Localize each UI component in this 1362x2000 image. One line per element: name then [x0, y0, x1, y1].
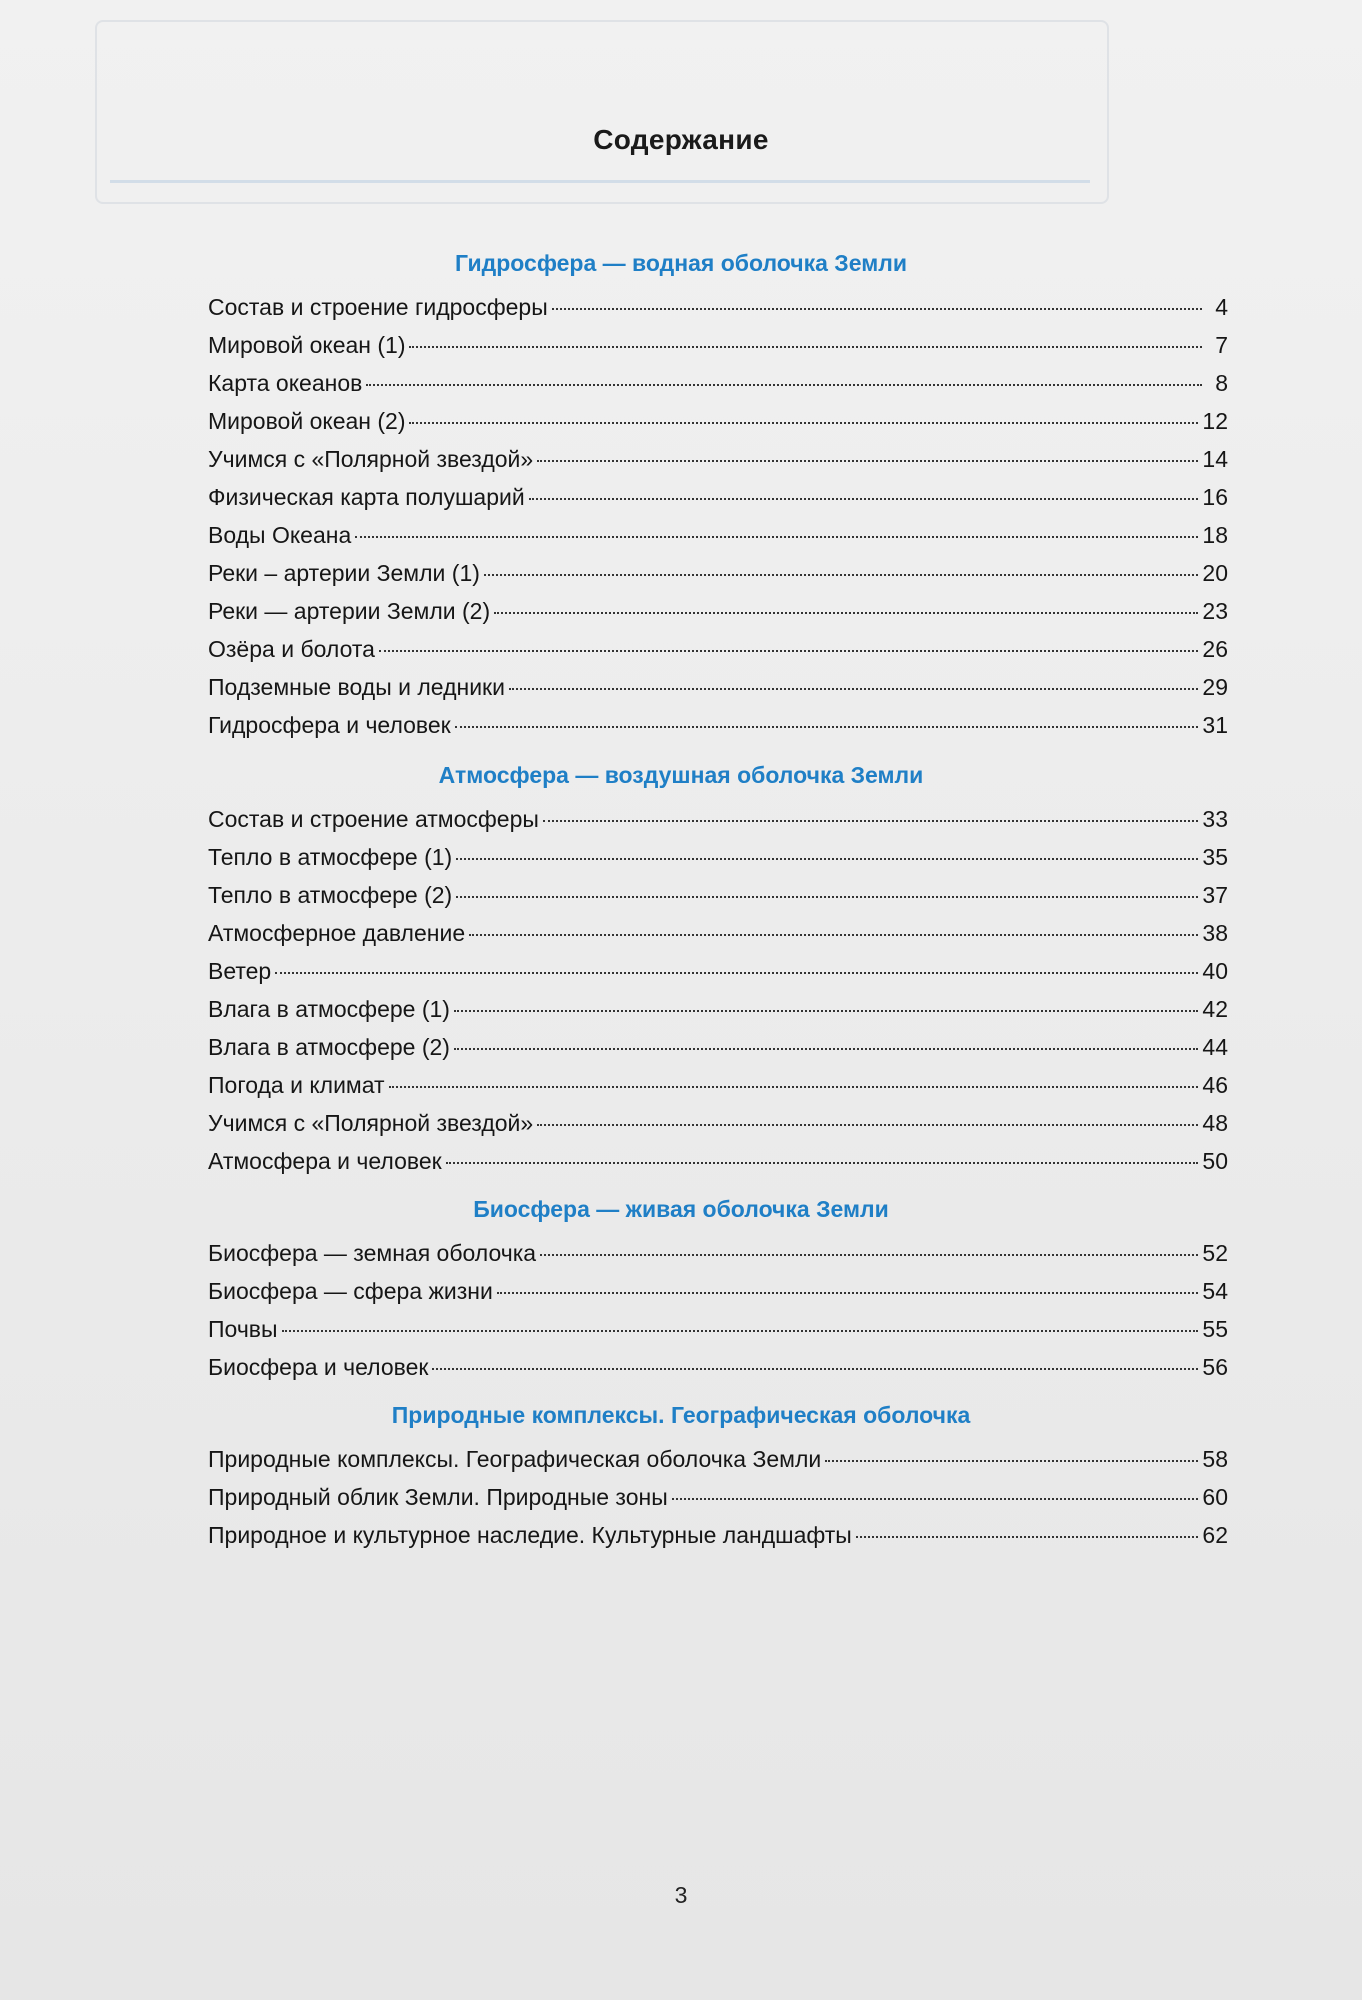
toc-entry[interactable] — [208, 712, 1228, 746]
dot-leader — [543, 819, 1198, 822]
dot-leader — [454, 1047, 1198, 1050]
toc-entry-page: 50 — [1202, 1148, 1228, 1174]
toc-entry[interactable] — [208, 294, 1228, 328]
toc-entry-page: 16 — [1202, 484, 1228, 510]
toc-entry-page: 20 — [1202, 560, 1228, 586]
dot-leader — [509, 687, 1198, 690]
toc-entry-page: 18 — [1202, 522, 1228, 548]
toc-entry-page: 58 — [1202, 1446, 1228, 1472]
toc-entry[interactable] — [208, 560, 1228, 594]
toc-entry-page: 35 — [1202, 844, 1228, 870]
toc-entry-label: Учимся с «Полярной звездой» — [208, 1110, 534, 1136]
toc-entry-label: Состав и строение атмосферы — [208, 806, 539, 832]
toc-entry[interactable] — [208, 1316, 1228, 1350]
toc-entry[interactable] — [208, 1148, 1228, 1182]
toc-entry-label: Ветер — [208, 958, 272, 984]
toc-entry-label: Тепло в атмосфере (2) — [208, 882, 453, 908]
toc-entry-label: Природное и культурное наследие. Культурные ландшафты — [208, 1522, 852, 1548]
toc-entry[interactable] — [208, 484, 1228, 518]
toc-entry[interactable] — [208, 844, 1228, 878]
dot-leader — [409, 345, 1202, 348]
toc-entry-label: Состав и строение гидросферы — [208, 294, 548, 320]
toc-entry-page: 33 — [1202, 806, 1228, 832]
toc-entry[interactable] — [208, 1278, 1228, 1312]
toc-entry-page: 26 — [1202, 636, 1228, 662]
toc-entry-label: Влага в атмосфере (2) — [208, 1034, 450, 1060]
toc-entry-label: Погода и климат — [208, 1072, 385, 1098]
toc-entry-page: 38 — [1202, 920, 1228, 946]
toc-entry[interactable] — [208, 1072, 1228, 1106]
toc-entry-label: Реки – артерии Земли (1) — [208, 560, 480, 586]
dot-leader — [389, 1085, 1199, 1088]
toc-entry[interactable] — [208, 996, 1228, 1030]
dot-leader — [282, 1329, 1199, 1332]
dot-leader — [825, 1459, 1198, 1462]
toc-entry[interactable] — [208, 1354, 1228, 1388]
dot-leader — [456, 895, 1198, 898]
dot-leader — [494, 611, 1198, 614]
toc-entry-label: Гидросфера и человек — [208, 712, 451, 738]
dot-leader — [446, 1161, 1199, 1164]
dot-leader — [529, 497, 1199, 500]
toc-entry-label: Реки — артерии Земли (2) — [208, 598, 491, 624]
dot-leader — [497, 1291, 1199, 1294]
toc-entry[interactable] — [208, 1446, 1228, 1480]
toc-entry-label: Озёра и болота — [208, 636, 375, 662]
toc-entry-label: Почвы — [208, 1316, 278, 1342]
toc-entry-page: 12 — [1202, 408, 1228, 434]
dot-leader — [454, 1009, 1198, 1012]
dot-leader — [856, 1535, 1199, 1538]
toc-entry-page: 54 — [1202, 1278, 1228, 1304]
toc-entry-label: Мировой океан (1) — [208, 332, 406, 358]
section-heading-atmosphere: Атмосфера — воздушная оболочка Земли — [438, 762, 924, 788]
toc-entry-label: Тепло в атмосфере (1) — [208, 844, 453, 870]
toc-entry-page: 55 — [1202, 1316, 1228, 1342]
toc-entry-label: Атмосферное давление — [208, 920, 466, 946]
toc-entry-label: Биосфера — сфера жизни — [208, 1278, 493, 1304]
dot-leader — [379, 649, 1198, 652]
toc-entry[interactable] — [208, 674, 1228, 708]
toc-entry-label: Природный облик Земли. Природные зоны — [208, 1484, 668, 1510]
dot-leader — [355, 535, 1198, 538]
toc-entry[interactable] — [208, 332, 1228, 366]
toc-entry[interactable] — [208, 1522, 1228, 1556]
toc-entry[interactable] — [208, 1110, 1228, 1144]
page-number: 3 — [674, 1882, 688, 1908]
toc-entry-label: Подземные воды и ледники — [208, 674, 505, 700]
toc-entry[interactable] — [208, 370, 1228, 404]
toc-entry[interactable] — [208, 636, 1228, 670]
toc-entry-page: 14 — [1202, 446, 1228, 472]
section-heading-biosphere: Биосфера — живая оболочка Земли — [473, 1196, 889, 1222]
toc-entry-label: Влага в атмосфере (1) — [208, 996, 450, 1022]
toc-entry-label: Мировой океан (2) — [208, 408, 406, 434]
dot-leader — [432, 1367, 1198, 1370]
toc-entry-label: Биосфера и человек — [208, 1354, 429, 1380]
dot-leader — [455, 725, 1199, 728]
dot-leader — [366, 383, 1202, 386]
section-heading-natural-complexes: Природные комплексы. Географическая оболочка — [391, 1402, 971, 1428]
toc-entry-label: Физическая карта полушарий — [208, 484, 525, 510]
dot-leader — [672, 1497, 1199, 1500]
toc-entry-label: Биосфера — земная оболочка — [208, 1240, 537, 1266]
toc-entry-page: 56 — [1202, 1354, 1228, 1380]
dot-leader — [552, 307, 1202, 310]
toc-entry-page: 8 — [1215, 370, 1228, 396]
toc-entry-page: 40 — [1202, 958, 1228, 984]
dot-leader — [540, 1253, 1198, 1256]
toc-entry-page: 4 — [1215, 294, 1228, 320]
toc-entry-label: Учимся с «Полярной звездой» — [208, 446, 534, 472]
toc-entry[interactable] — [208, 1484, 1228, 1518]
dot-leader — [275, 971, 1198, 974]
toc-entry[interactable] — [208, 1240, 1228, 1274]
toc-entry[interactable] — [208, 1034, 1228, 1068]
dot-leader — [409, 421, 1198, 424]
toc-entry-page: 7 — [1215, 332, 1228, 358]
dot-leader — [537, 459, 1198, 462]
section-heading-hydrosphere: Гидросфера — водная оболочка Земли — [455, 250, 907, 276]
toc-entry-label: Природные комплексы. Географическая оболочка Земли — [208, 1446, 822, 1472]
toc-entry-page: 60 — [1202, 1484, 1228, 1510]
dot-leader — [456, 857, 1198, 860]
toc-entry[interactable] — [208, 408, 1228, 442]
dot-leader — [537, 1123, 1198, 1126]
toc-entry[interactable] — [208, 882, 1228, 916]
toc-entry-page: 46 — [1202, 1072, 1228, 1098]
toc-entry-page: 23 — [1202, 598, 1228, 624]
toc-entry-page: 44 — [1202, 1034, 1228, 1060]
dot-leader — [469, 933, 1198, 936]
toc-entry-label: Карта океанов — [208, 370, 363, 396]
toc-entry-page: 31 — [1202, 712, 1228, 738]
page-title: Содержание — [593, 124, 769, 155]
toc-entry[interactable] — [208, 958, 1228, 992]
toc-entry-page: 37 — [1202, 882, 1228, 908]
toc-entry[interactable] — [208, 446, 1228, 480]
toc-entry-page: 48 — [1202, 1110, 1228, 1136]
toc-entry[interactable] — [208, 522, 1228, 556]
toc-entry-page: 52 — [1202, 1240, 1228, 1266]
toc-entry-page: 42 — [1202, 996, 1228, 1022]
toc-entry-label: Атмосфера и человек — [208, 1148, 442, 1174]
toc-entry-label: Воды Океана — [208, 522, 352, 548]
toc-entry[interactable] — [208, 920, 1228, 954]
toc-entry-page: 29 — [1202, 674, 1228, 700]
toc-entry-page: 62 — [1202, 1522, 1228, 1548]
toc-entry[interactable] — [208, 598, 1228, 632]
toc-entry[interactable] — [208, 806, 1228, 840]
dot-leader — [484, 573, 1199, 576]
